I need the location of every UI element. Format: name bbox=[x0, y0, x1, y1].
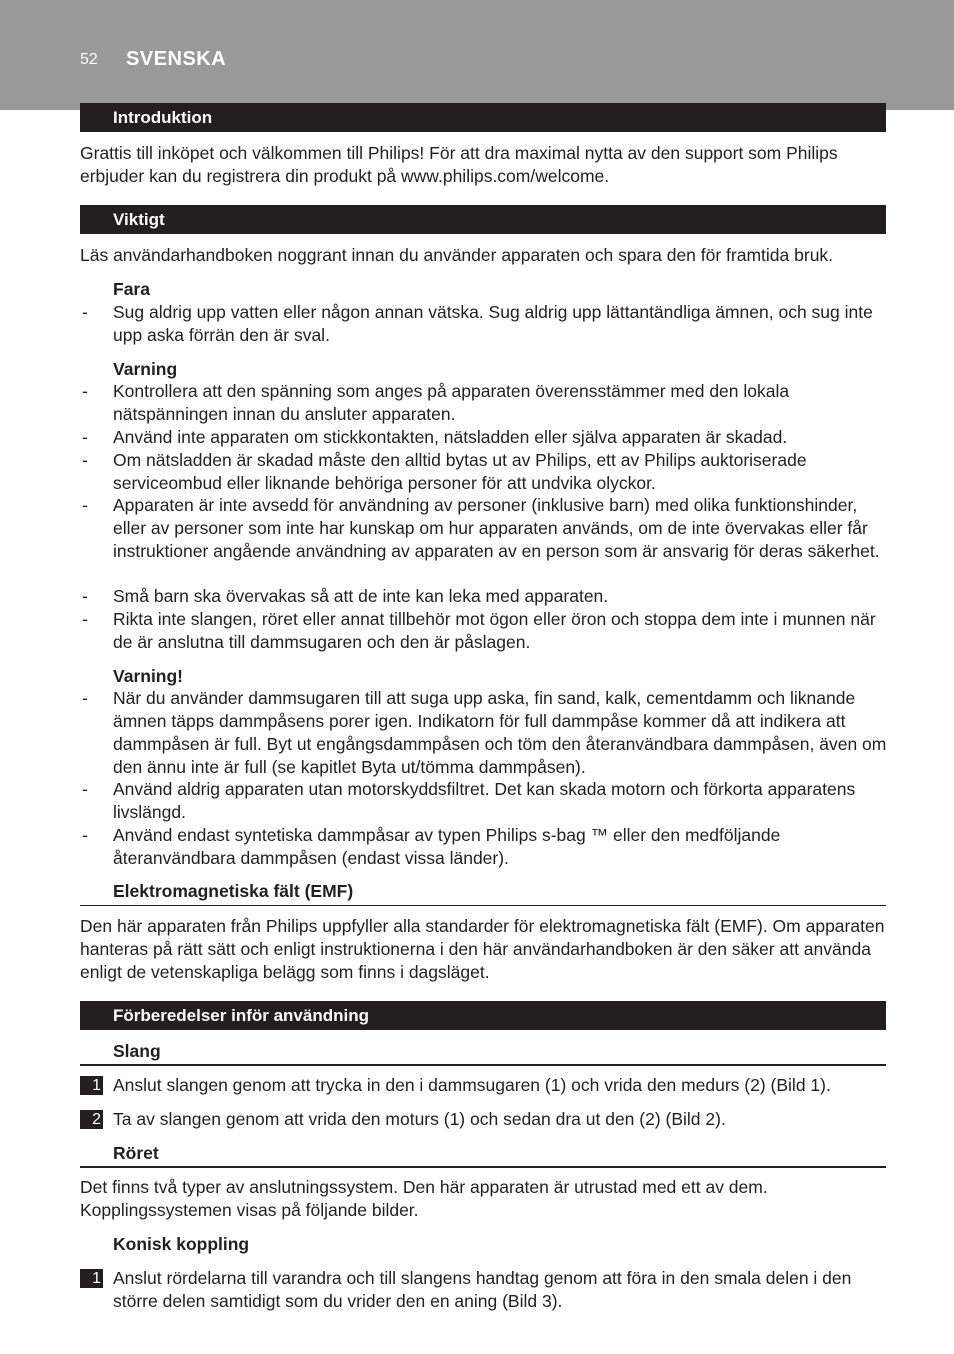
tube-heading-rule bbox=[80, 1142, 886, 1168]
conical-heading: Konisk koppling bbox=[113, 1234, 250, 1254]
language-heading: SVENSKA bbox=[126, 48, 227, 70]
bullet-dash: - bbox=[82, 825, 88, 845]
caution-heading: Varning! bbox=[113, 666, 184, 686]
bullet-dash: - bbox=[82, 609, 88, 629]
emf-heading: Elektromagnetiska fält (EMF) bbox=[113, 881, 354, 901]
header-band bbox=[0, 0, 954, 110]
bullet-dash: - bbox=[82, 302, 88, 322]
bullet-dash: - bbox=[82, 427, 88, 447]
section-bar-introduction: Introduktion bbox=[80, 103, 886, 132]
bullet-dash: - bbox=[82, 450, 88, 470]
step-number: 1 bbox=[80, 1076, 103, 1095]
page-number: 52 bbox=[80, 51, 98, 68]
bullet-dash: - bbox=[82, 779, 88, 799]
section-bar-important: Viktigt bbox=[80, 205, 886, 234]
emf-heading-rule bbox=[80, 880, 886, 906]
important-text: Läs användarhandboken noggrant innan du använder apparaten och spara den för framtida bruk. bbox=[80, 245, 834, 265]
section-bar-preparation: Förberedelser inför användning bbox=[80, 1001, 886, 1030]
emf-text: Den här apparaten från Philips uppfyller alla standarder för elektromagnetiska fält (EMF). Om apparaten hanteras på rätt sätt och enligt instruktionerna i den här användarhandboken är den säker att använda enligt de vetenskapliga belägg som finns i dagsläget. bbox=[80, 916, 885, 982]
bullet-dash: - bbox=[82, 688, 88, 708]
warning-heading: Varning bbox=[113, 359, 178, 379]
tube-text: Det finns två typer av anslutningssystem. Den här apparaten är utrustad med ett av dem. Kopplingssystemen visas på följande bilder. bbox=[80, 1177, 768, 1220]
step-number: 2 bbox=[80, 1110, 103, 1129]
step-number: 1 bbox=[80, 1269, 103, 1288]
hose-heading-rule bbox=[80, 1040, 886, 1066]
tube-heading: Röret bbox=[113, 1143, 159, 1163]
intro-text: Grattis till inköpet och välkommen till Philips! För att dra maximal nytta av den support som Philips erbjuder kan du registrera din produkt på www.philips.com/welcome. bbox=[80, 143, 838, 186]
bullet-dash: - bbox=[82, 381, 88, 401]
danger-heading: Fara bbox=[113, 279, 150, 299]
hose-heading: Slang bbox=[113, 1041, 161, 1061]
bullet-dash: - bbox=[82, 586, 88, 606]
bullet-dash: - bbox=[82, 495, 88, 515]
